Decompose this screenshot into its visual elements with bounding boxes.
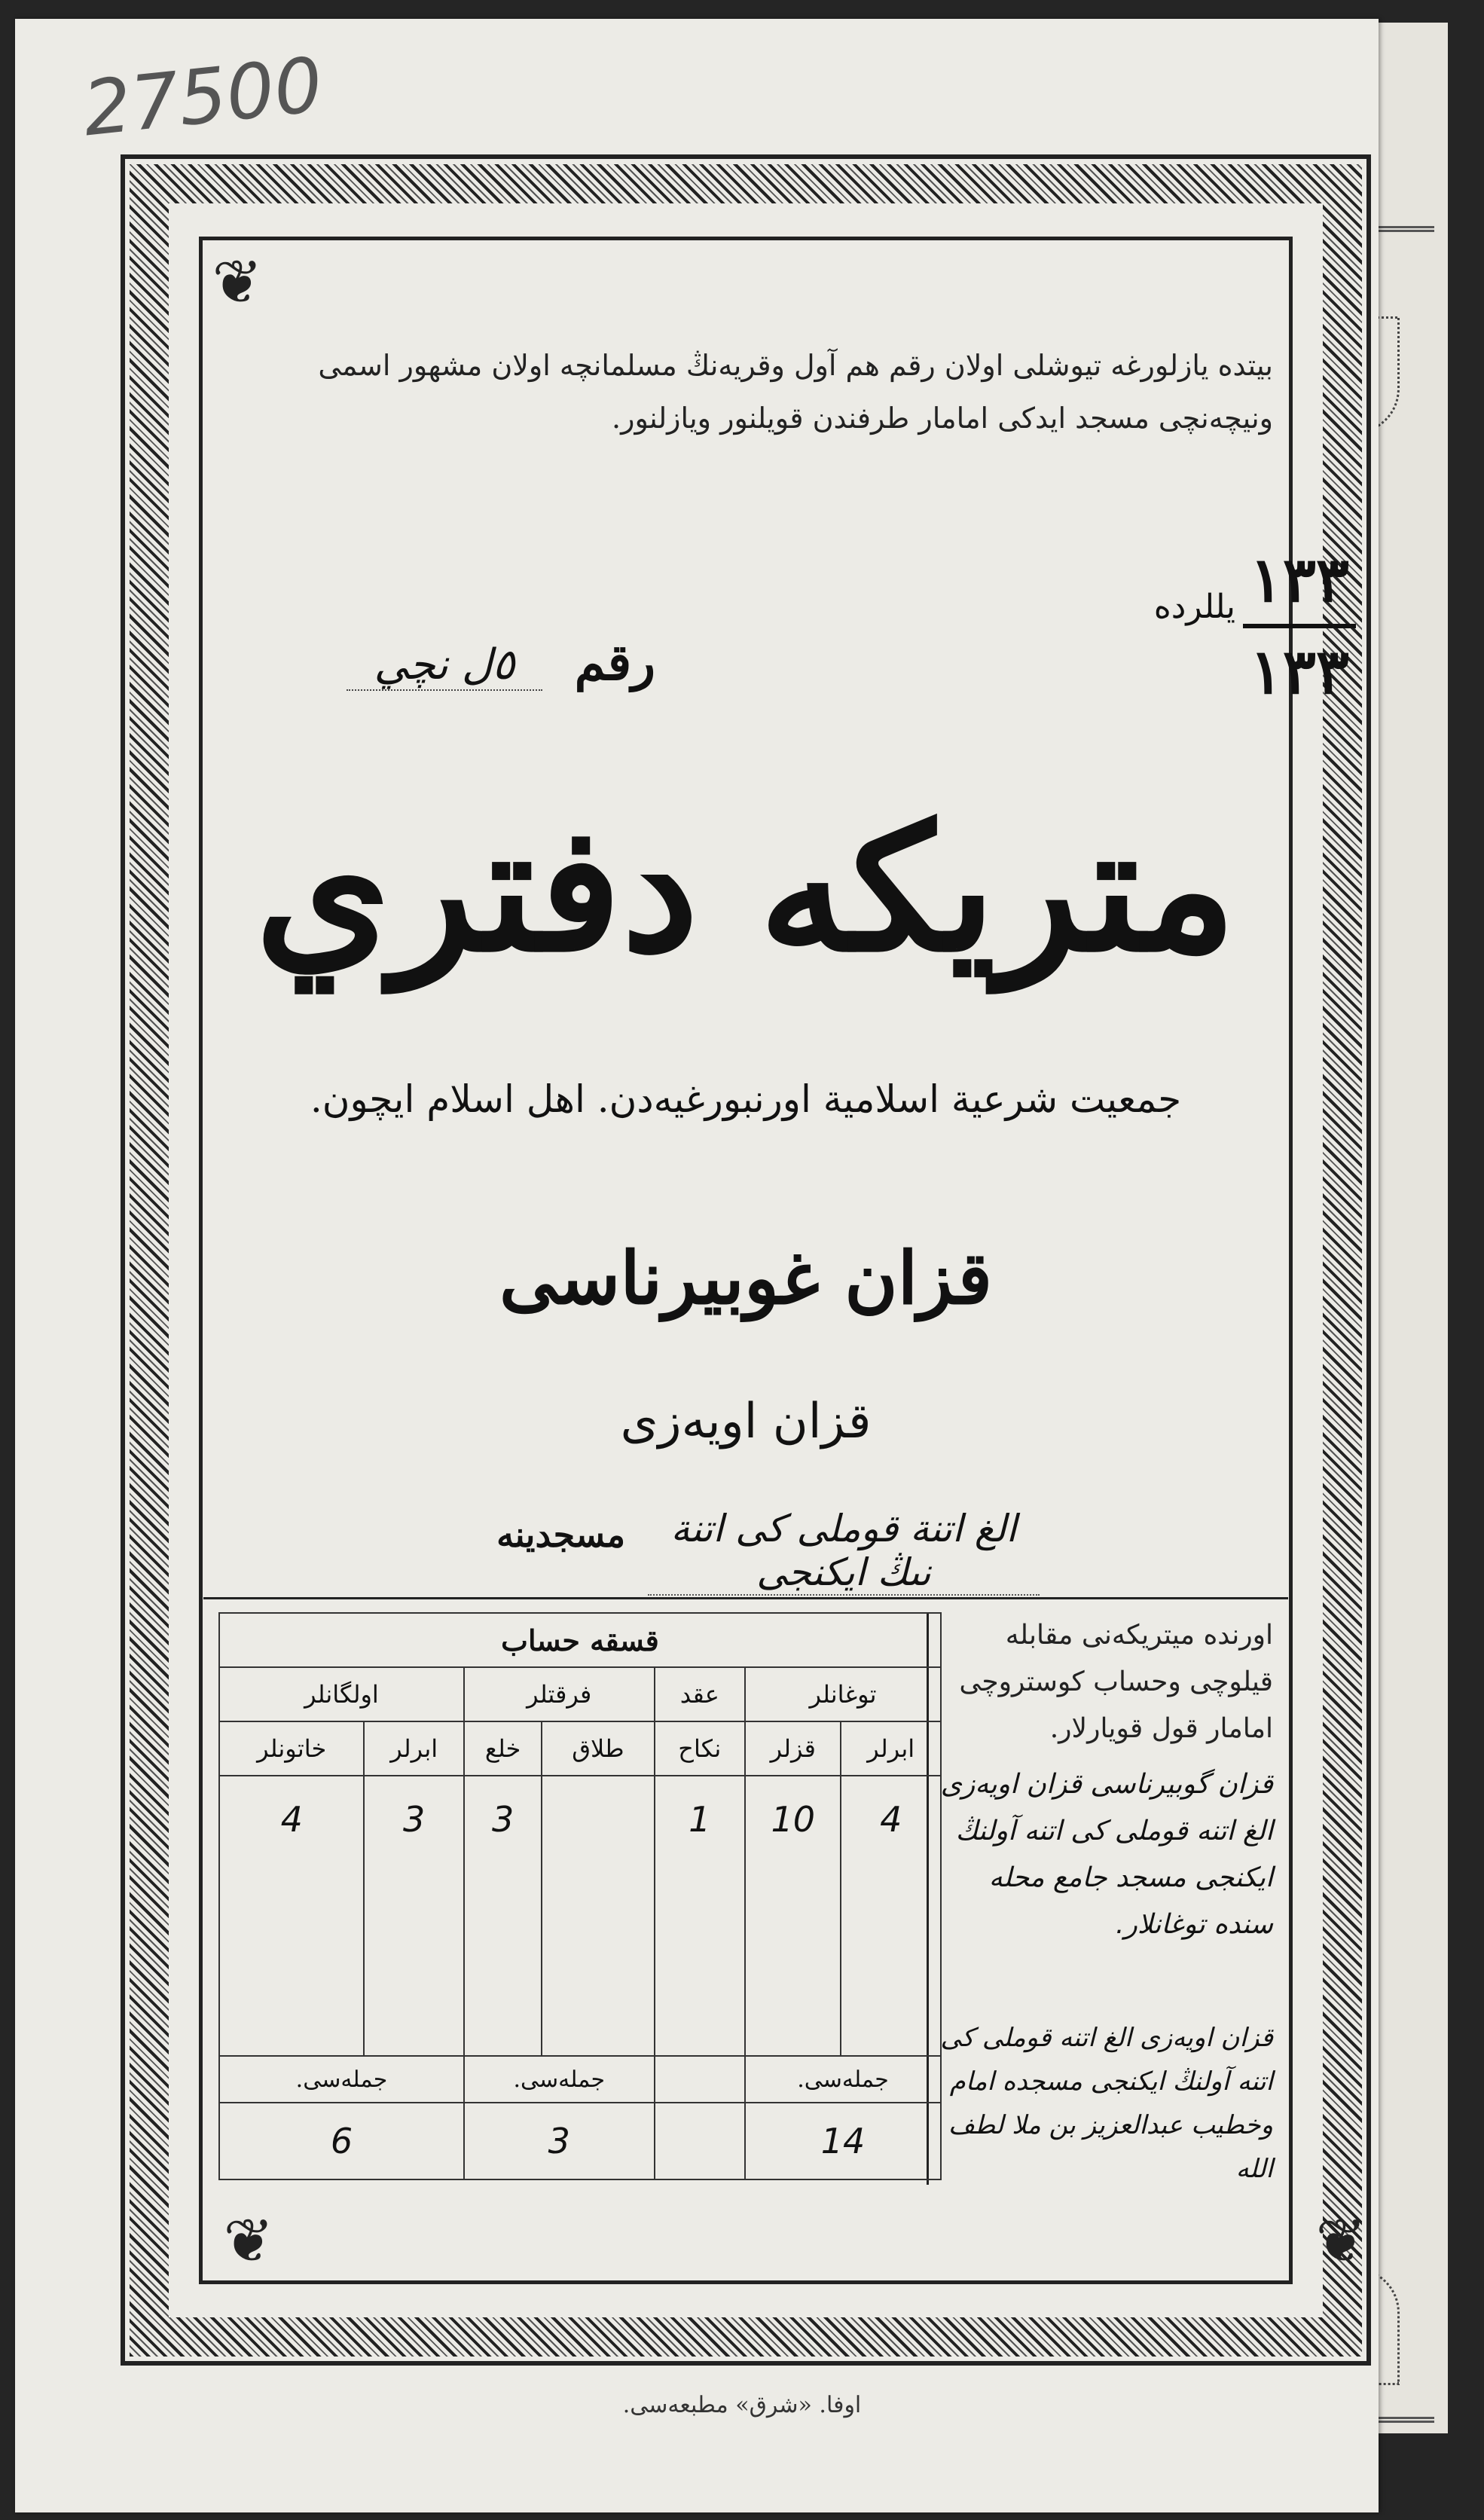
ledger-subheader: خلع	[464, 1721, 542, 1776]
corner-ornament-icon: ❦	[212, 247, 263, 317]
record-number	[234, 618, 655, 708]
ledger-subheader: ابرلر	[841, 1721, 941, 1776]
ledger-subheader: نكاح	[655, 1721, 746, 1776]
record-number-value: ٥ل نچي	[347, 640, 542, 691]
ledger-value: 10	[745, 1776, 841, 2056]
note-printed: اورنده ميتريكەنى مقابله قيلوچى وحساب كوستروچى امامار قول قويارلار.	[959, 1620, 1273, 1744]
intro-text: بيتده يازلورغه تيوشلى اولان رقم هم آول وقريەنڭ مسلمانچه اولان مشهور اسمى ونيچەنچى مسجد ايدكى امامار طرفندن قويلنور ويازلنور.	[318, 349, 1273, 435]
year-fraction	[1243, 542, 1356, 710]
corner-ornament-icon: ❦	[1315, 2206, 1366, 2276]
ledger-value: 4	[219, 1776, 364, 2056]
summary-ledger	[218, 1612, 942, 2185]
year-fraction-bar	[1243, 624, 1356, 628]
ledger-subheader: ابرلر	[364, 1721, 464, 1776]
archive-number: 27500	[78, 40, 327, 154]
ledger-value: 3	[464, 1776, 542, 2056]
ledger-total-label: جملەسى.	[745, 2056, 941, 2103]
ledger-value: 1	[655, 1776, 746, 2056]
form-content	[203, 241, 1350, 2280]
ledger-total-label-empty	[655, 2056, 746, 2103]
ledger-group: توغانلر	[745, 1667, 941, 1721]
ledger-subheader: خاتونلر	[219, 1721, 364, 1776]
ledger-value: 4	[841, 1776, 941, 2056]
ledger-group: عقد	[655, 1667, 746, 1721]
ledger-total	[655, 2103, 746, 2179]
year-block	[1070, 542, 1356, 723]
mosque-handwritten: الغ اتنة قوملى كى اتنة نىڭ ايكنجى	[648, 1507, 1040, 1596]
record-number-label: رقم	[574, 633, 655, 692]
governorate: قزان غوبيرناسى	[499, 1236, 993, 1321]
mosque-label: مسجدينه	[496, 1514, 625, 1555]
note-signature: قزان اويەزى الغ اتنه قوملى كى اتنه آولنڭ ايكنجى مسجده امام وخطيب عبدالعزيز بن ملا لطف الله	[940, 2023, 1273, 2184]
ledger-total: 14	[745, 2103, 941, 2179]
ledger-subheader: طلاق	[542, 1721, 654, 1776]
page-title: متريكه دفتري	[255, 787, 1237, 991]
ledger-table	[218, 1612, 942, 2180]
ledger-subheader: قزلر	[745, 1721, 841, 1776]
ledger-total: 3	[464, 2103, 655, 2179]
mosque-line	[203, 1499, 1288, 1594]
year-label: يللرده	[1153, 588, 1235, 626]
ledger-group: اولگانلر	[219, 1667, 464, 1721]
subtitle: جمعيت شرعية اسلامية اورنبورغيەدن. اهل اسلام ايچون.	[310, 1077, 1182, 1121]
note-column	[927, 1612, 1281, 2185]
ledger-value	[542, 1776, 654, 2056]
note-handwritten: قزان گوبيرناسى قزان اويەزى الغ اتنه قوملى كى اتنه آولنڭ ايكنجى مسجد جامع محله سنده توغانلار.	[940, 1769, 1273, 1940]
section-divider	[203, 1597, 1288, 1599]
year-top: ١٣٣	[1249, 544, 1350, 616]
corner-ornament-icon: ❦	[223, 2206, 274, 2276]
ledger-total-label: جملەسى.	[219, 2056, 464, 2103]
uyezd: قزان اويەزى	[620, 1394, 872, 1449]
printer-imprint: اوفا. «شرق» مطبعەسى.	[622, 2392, 862, 2418]
year-bottom: ١٣٣	[1249, 636, 1350, 708]
ledger-group: فرقتلر	[464, 1667, 655, 1721]
ledger-total: 6	[219, 2103, 464, 2179]
ledger-title: قسقه حساب	[219, 1613, 941, 1667]
ledger-total-label: جملەسى.	[464, 2056, 655, 2103]
ledger-value: 3	[364, 1776, 464, 2056]
